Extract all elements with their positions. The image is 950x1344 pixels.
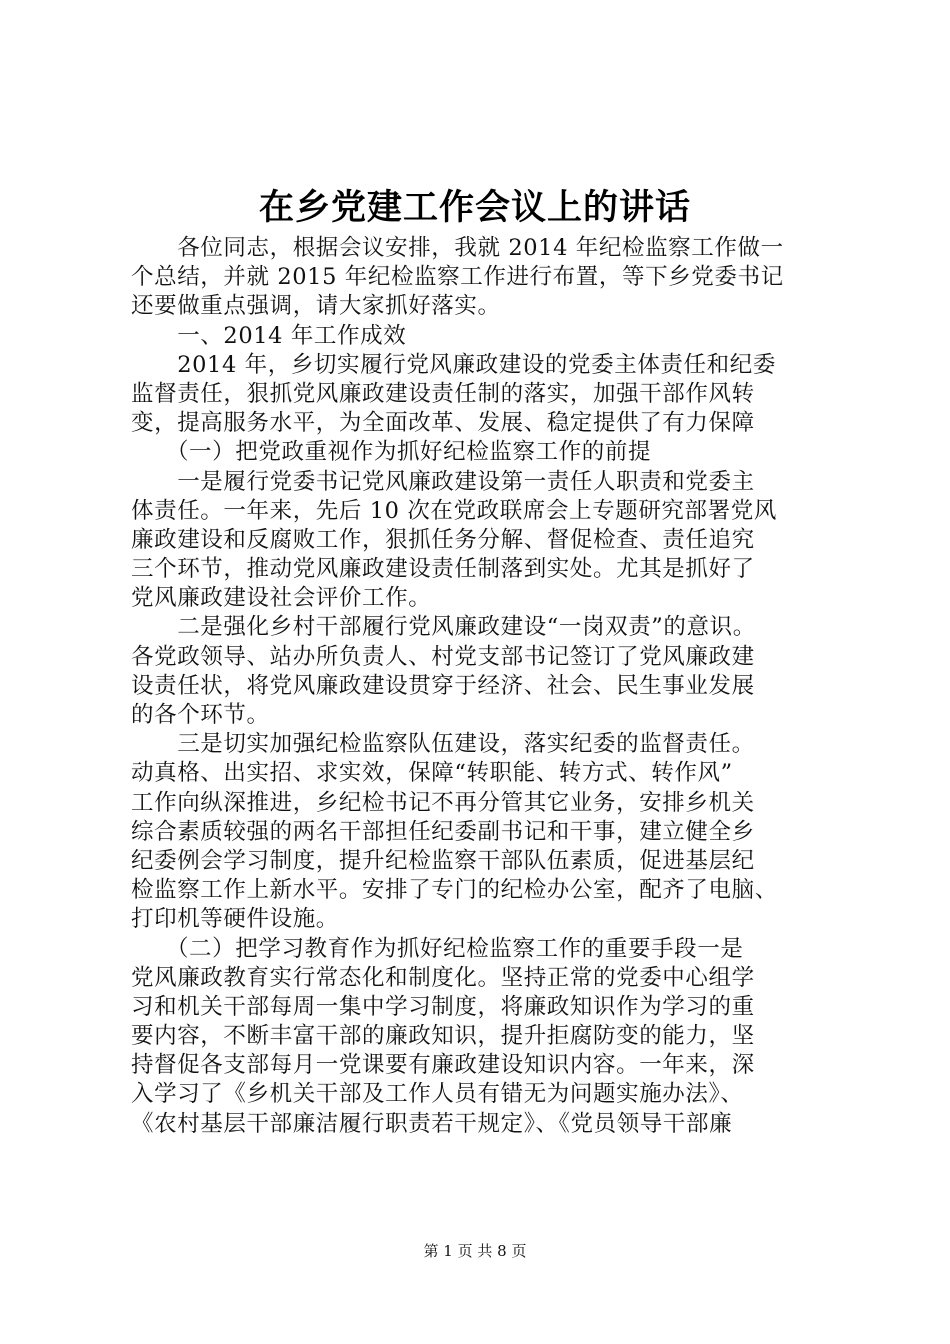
text-line: 2014 年，乡切实履行党风廉政建设的党委主体责任和纪委 [131, 351, 776, 378]
text-line: （一）把党政重视作为抓好纪检监察工作的前提 [131, 439, 652, 466]
document-title: 在乡党建工作会议上的讲话 [258, 187, 691, 228]
text-line: 设责任状，将党风廉政建设贯穿于经济、社会、民生事业发展 [131, 672, 755, 699]
text-line: 的各个环节。 [131, 702, 270, 728]
text-line: 综合素质较强的两名干部担任纪委副书记和干事，建立健全乡 [131, 818, 755, 845]
document-body [131, 234, 833, 1139]
text-line: 《农村基层干部廉洁履行职责若干规定》、《党员领导干部廉 [131, 1110, 733, 1137]
text-line: 二是强化乡村干部履行党风廉政建设“一岗双责”的意识。 [131, 614, 756, 641]
text-line: 各党政领导、站办所负责人、村党支部书记签订了党风廉政建 [131, 643, 755, 670]
text-line: 体责任。一年来，先后 10 次在党政联席会上专题研究部署党风 [131, 497, 777, 524]
text-line: 要内容，不断丰富干部的廉政知识，提升拒腐防变的能力，坚 [131, 1023, 755, 1050]
text-line: 一、2014 年工作成效 [131, 322, 407, 349]
text-line: 检监察工作上新水平。安排了专门的纪检办公室，配齐了电脑、 [131, 877, 778, 904]
text-line: 党风廉政教育实行常态化和制度化。坚持正常的党委中心组学 [131, 964, 755, 991]
text-line: 三个环节，推动党风廉政建设责任制落到实处。尤其是抓好了 [131, 556, 755, 583]
page-footer: 第 1 页 共 8 页 [423, 1242, 527, 1260]
text-line: 个总结，并就 2015 年纪检监察工作进行布置，等下乡党委书记 [131, 264, 784, 291]
text-line: 党风廉政建设社会评价工作。 [131, 585, 432, 612]
text-line: 各位同志，根据会议安排，我就 2014 年纪检监察工作做一 [131, 235, 784, 261]
text-line: 廉政建设和反腐败工作，狠抓任务分解、督促检查、责任追究 [131, 526, 755, 553]
text-line: 监督责任，狠抓党风廉政建设责任制的落实，加强干部作风转 [131, 380, 755, 407]
text-line: 动真格、出实招、求实效，保障“转职能、转方式、转作风” [131, 760, 733, 787]
text-line: 三是切实加强纪检监察队伍建设，落实纪委的监督责任。 [131, 731, 755, 758]
text-line: 工作向纵深推进，乡纪检书记不再分管其它业务，安排乡机关 [131, 789, 755, 816]
text-line: （二）把学习教育作为抓好纪检监察工作的重要手段一是 [131, 935, 744, 962]
text-line: 打印机等硬件设施。 [131, 906, 339, 933]
text-line: 习和机关干部每周一集中学习制度，将廉政知识作为学习的重 [131, 993, 755, 1020]
text-line: 纪委例会学习制度，提升纪检监察干部队伍素质，促进基层纪 [131, 847, 755, 874]
text-line: 变，提高服务水平，为全面改革、发展、稳定提供了有力保障 [131, 410, 755, 437]
text-line: 一是履行党委书记党风廉政建设第一责任人职责和党委主 [131, 468, 755, 495]
text-line: 还要做重点强调，请大家抓好落实。 [131, 293, 501, 320]
text-line: 入学习了《乡机关干部及工作人员有错无为问题实施办法》、 [131, 1081, 744, 1108]
text-line: 持督促各支部每月一党课要有廉政建设知识内容。一年来，深 [131, 1052, 755, 1079]
